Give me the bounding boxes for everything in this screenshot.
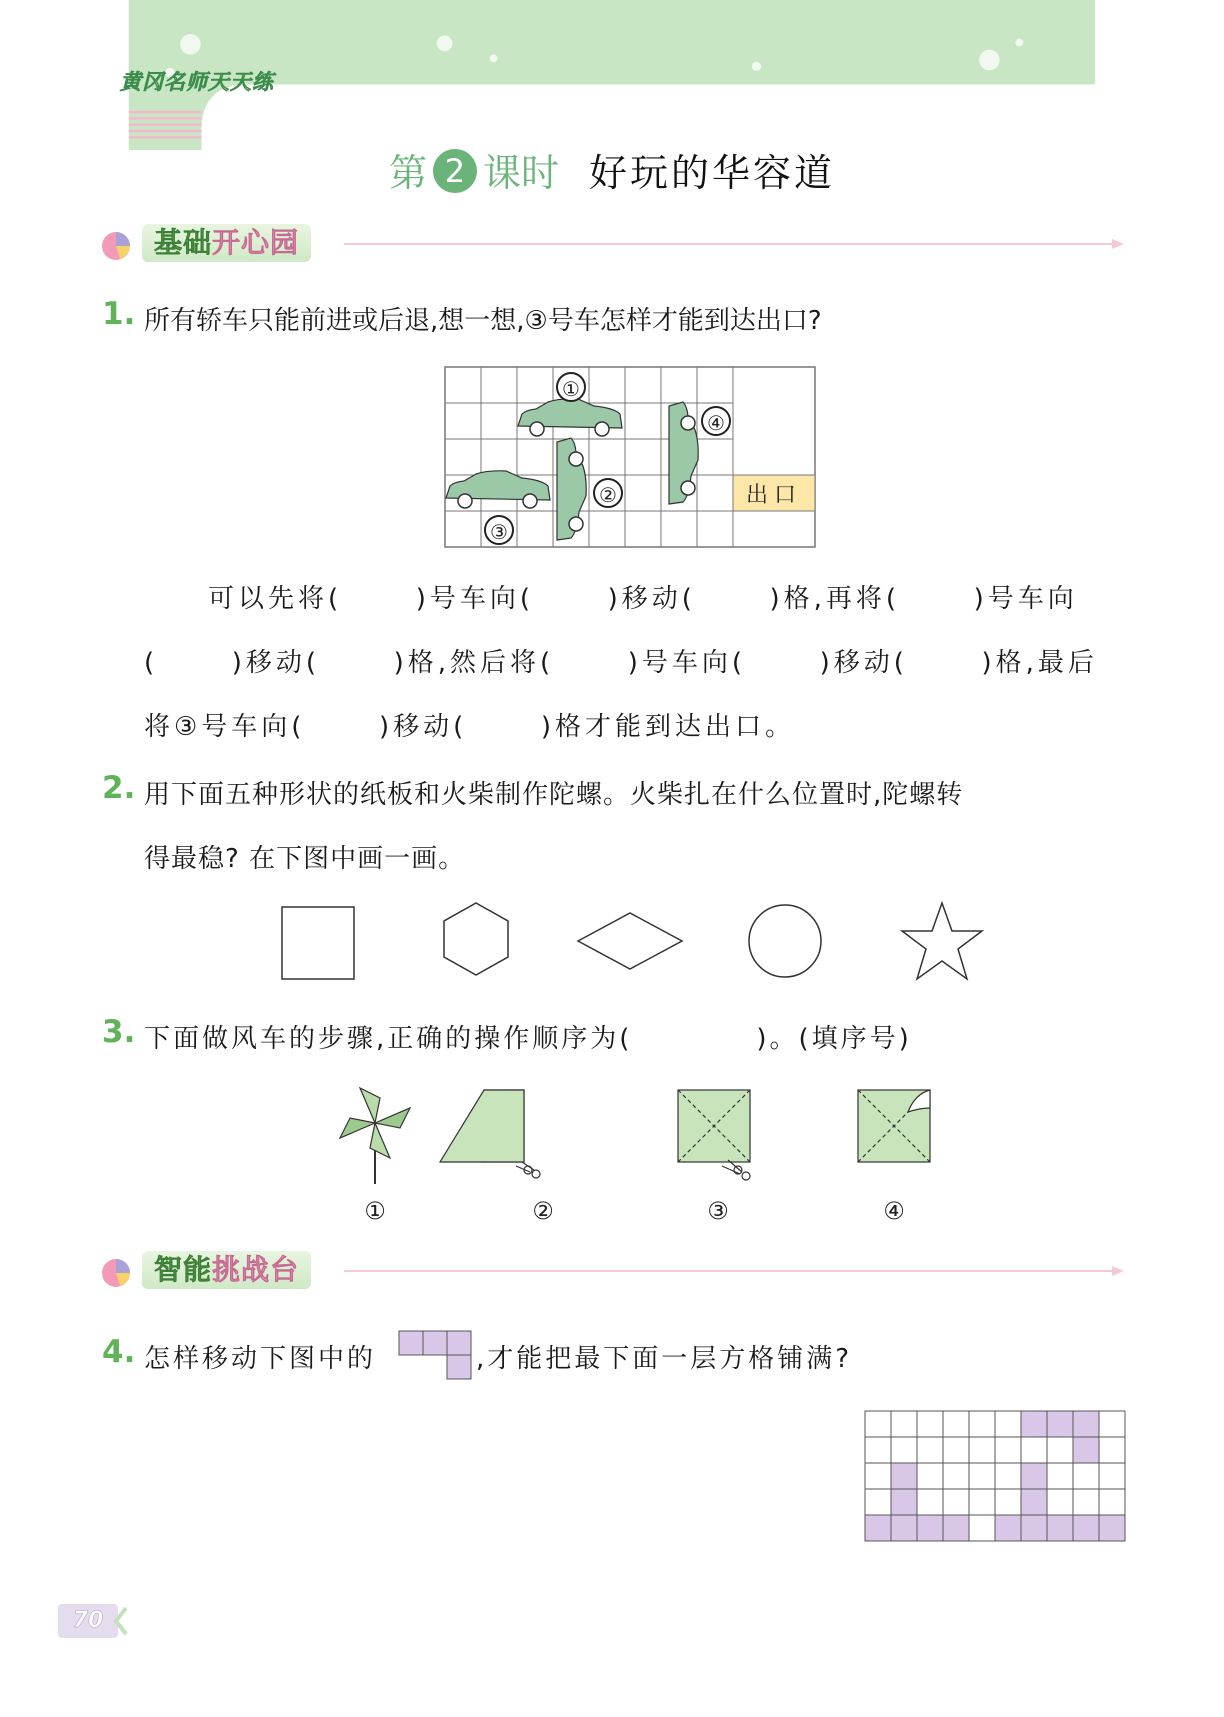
grid-cell	[1073, 1515, 1099, 1541]
grid-cell	[917, 1515, 943, 1541]
grid-cell	[1073, 1437, 1099, 1463]
car-label-1: ①	[556, 372, 586, 402]
car-icon	[446, 471, 550, 508]
l-shape-piece-icon	[398, 1330, 474, 1382]
square-icon	[282, 907, 354, 979]
car-label-3: ③	[484, 515, 514, 545]
grid-cell	[891, 1515, 917, 1541]
chevron-left-icon	[112, 1606, 132, 1636]
grid-cell	[995, 1463, 1021, 1489]
grid-cell	[917, 1437, 943, 1463]
grid-cell	[943, 1489, 969, 1515]
car-label-4: ④	[701, 406, 731, 436]
pie-chart-icon	[98, 228, 134, 264]
section-divider	[344, 243, 1114, 245]
section-basic-badge: 基础开心园	[142, 224, 311, 262]
grid-cell	[969, 1411, 995, 1437]
grid-cell	[1099, 1489, 1125, 1515]
grid-cell	[1021, 1489, 1047, 1515]
grid-cell	[1073, 1411, 1099, 1437]
q3-text: 下面做风车的步骤,正确的操作顺序为( )。(填序号)	[144, 1024, 912, 1054]
q4-number: 4.	[102, 1334, 136, 1370]
grid-cell	[943, 1437, 969, 1463]
car-icon	[518, 399, 622, 436]
grid-cell	[917, 1489, 943, 1515]
q1-number: 1.	[102, 296, 136, 332]
spinner-shapes	[270, 895, 1000, 995]
grid-cell	[943, 1515, 969, 1541]
step-label-4: ④	[883, 1197, 905, 1225]
scissors-icon	[722, 1160, 750, 1180]
grid-cell	[1099, 1463, 1125, 1489]
q1-fill-line-2: ( )移动( )格,然后将( )号车向( )移动( )格,最后	[144, 648, 1098, 678]
arrow-right-icon	[1112, 1266, 1124, 1276]
circle-icon	[749, 905, 821, 977]
section-divider	[344, 1270, 1114, 1272]
car-icon	[669, 402, 698, 504]
grid-cell	[1021, 1437, 1047, 1463]
q1-fill-line-1: 可以先将( )号车向( )移动( )格,再将( )号车向	[208, 584, 1078, 614]
folded-paper-icon	[440, 1090, 540, 1178]
q2-text-line-1: 用下面五种形状的纸板和火柴制作陀螺。火柴扎在什么位置时,陀螺转	[144, 780, 964, 810]
grid-cell	[891, 1411, 917, 1437]
step-label-3: ③	[707, 1197, 729, 1225]
folded-corner-icon	[858, 1090, 930, 1162]
car-icon	[557, 438, 586, 540]
grid-cell	[1021, 1463, 1047, 1489]
grid-cell	[1073, 1489, 1099, 1515]
grid-cell	[1073, 1463, 1099, 1489]
q4-text-before: 怎样移动下图中的	[144, 1344, 377, 1374]
grid-cell	[1099, 1437, 1125, 1463]
grid-cell	[865, 1463, 891, 1489]
step-label-1: ①	[364, 1197, 386, 1225]
grid-cell	[969, 1463, 995, 1489]
grid-cell	[943, 1463, 969, 1489]
grid-cell	[995, 1411, 1021, 1437]
star-icon	[902, 903, 982, 979]
car-label-2: ②	[593, 478, 623, 508]
q4-text-after: ,才能把最下面一层方格铺满?	[476, 1344, 853, 1374]
grid-cell	[917, 1411, 943, 1437]
grid-cell	[865, 1437, 891, 1463]
q1-text: 所有轿车只能前进或后退,想一想,③号车怎样才能到达出口?	[144, 306, 822, 336]
q3-number: 3.	[102, 1014, 136, 1050]
lesson-suffix: 课时	[482, 151, 559, 195]
grid-cell	[1047, 1489, 1073, 1515]
grid-cell	[891, 1437, 917, 1463]
step-label-2: ②	[532, 1197, 554, 1225]
hexagon-icon	[444, 903, 508, 975]
brand-logo: 黄冈名师天天练	[120, 70, 274, 94]
grid-cell	[1047, 1437, 1073, 1463]
grid-cell	[1047, 1411, 1073, 1437]
grid-cell	[1021, 1515, 1047, 1541]
q2-text-line-2: 得最稳? 在下图中画一画。	[144, 844, 466, 874]
grid-cell	[1099, 1411, 1125, 1437]
pinwheel-icon	[340, 1088, 410, 1184]
page-number: 70	[58, 1604, 118, 1638]
section-challenge-badge: 智能挑战台	[142, 1251, 311, 1289]
pie-chart-icon	[98, 1255, 134, 1291]
grid-cell	[1047, 1463, 1073, 1489]
grid-cell	[865, 1411, 891, 1437]
square-paper-icon	[678, 1090, 750, 1180]
pinwheel-steps	[330, 1078, 950, 1186]
grid-cell	[995, 1515, 1021, 1541]
q1-fill-line-3: 将③号车向( )移动( )格才能到达出口。	[144, 712, 796, 742]
grid-cell	[891, 1489, 917, 1515]
grid-cell	[891, 1463, 917, 1489]
lesson-title	[0, 142, 1224, 197]
grid-cell	[917, 1463, 943, 1489]
grid-cell	[969, 1437, 995, 1463]
lesson-prefix: 第	[388, 151, 427, 195]
tile-grid	[864, 1410, 1126, 1542]
scissors-icon	[516, 1162, 540, 1178]
rhombus-icon	[578, 913, 682, 969]
grid-cell	[943, 1411, 969, 1437]
grid-cell	[865, 1515, 891, 1541]
grid-cell	[995, 1489, 1021, 1515]
lesson-number-badge: 2	[433, 149, 477, 193]
grid-cell	[1047, 1515, 1073, 1541]
grid-cell	[969, 1515, 995, 1541]
grid-cell	[995, 1437, 1021, 1463]
grid-cell	[865, 1489, 891, 1515]
lesson-main-title: 好玩的华容道	[589, 151, 836, 195]
arrow-right-icon	[1112, 239, 1124, 249]
grid-cell	[1099, 1515, 1125, 1541]
q2-number: 2.	[102, 770, 136, 806]
grid-cell	[1021, 1411, 1047, 1437]
exit-label: 出口	[745, 483, 802, 508]
grid-cell	[969, 1489, 995, 1515]
